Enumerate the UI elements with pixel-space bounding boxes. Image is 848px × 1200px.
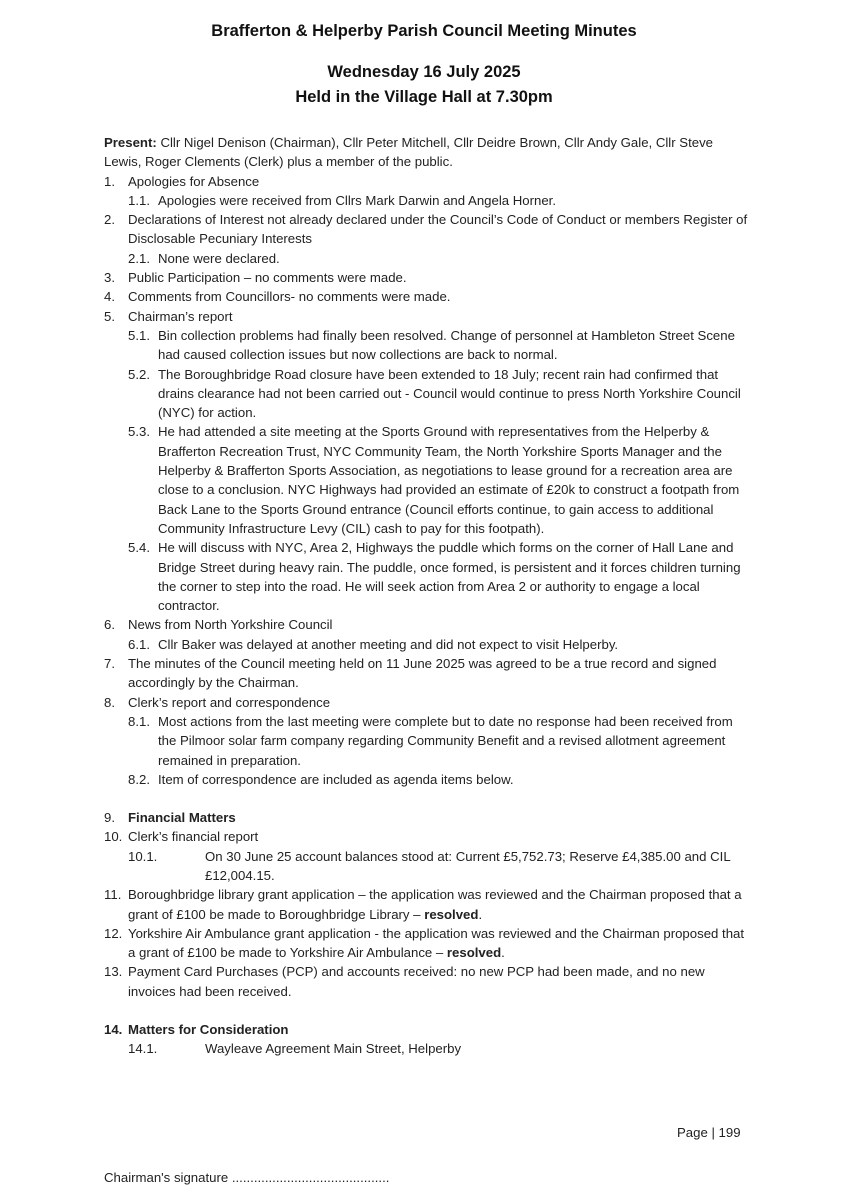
minute-item-11: 11. Boroughbridge library grant application – the application was reviewed and the Chairman proposed that a grant of £100 be made to Boroughbridge Library – resolved. [104, 887, 742, 922]
minute-item-8: 8. Clerk’s report and correspondence [104, 694, 331, 710]
minute-item-13: 13. Payment Card Purchases (PCP) and accounts received: no new PCP had been made, and no new invoices had been received. [104, 964, 705, 999]
minute-subitem-14-1: 14.1. Wayleave Agreement Main Street, Helperby [128, 1041, 462, 1057]
minute-item-6: 6. News from North Yorkshire Council [104, 617, 333, 633]
spacer [104, 1001, 754, 1020]
meeting-location: Held in the Village Hall at 7.30pm [295, 88, 553, 106]
minute-item-9: 9. Financial Matters [104, 810, 236, 826]
minute-subitem-6-1: 6.1. Cllr Baker was delayed at another meeting and did not expect to visit Helperby. [128, 636, 619, 652]
minute-subitem-5-3: 5.3. He had attended a site meeting at the Sports Ground with representatives from the Helperby & Brafferton Recreation Trust, NYC Community Team, the North Yorkshire Sports Manager and the Helperby & Brafferton Sports Association, as negotiations to lease ground for a recreation area are close to a conclusion. NYC Highways had provided an estimate of £20k to construct a footpath from Back Lane to the Sports Ground entrance (Council efforts continue, to gain access to additional Community Infrastructure Levy (CIL) cash to pay for this footpath). [128, 424, 740, 536]
minute-item-2: 2. Declarations of Interest not already declared under the Council’s Code of Conduct or members Register of Disclosable Pecuniary Interests [104, 212, 748, 247]
minute-subitem-8-2: 8.2. Item of correspondence are included as agenda items below. [128, 771, 514, 787]
minute-item-1: 1. Apologies for Absence [104, 173, 260, 189]
minute-subitem-10-1: 10.1. On 30 June 25 account balances stood at: Current £5,752.73; Reserve £4,385.00 and CIL £12,004.15. [128, 848, 731, 883]
minute-item-14: 14. Matters for Consideration [104, 1022, 289, 1038]
minute-item-5: 5. Chairman’s report [104, 308, 233, 324]
minute-subitem-2-1: 2.1. None were declared. [128, 250, 280, 266]
minute-subitem-5-2: 5.2. The Boroughbridge Road closure have been extended to 18 July; recent rain had confirmed that drains clearance had not been carried out - Council would continue to press North Yorkshire Council (NYC) for action. [128, 366, 741, 421]
resolved-label: resolved [446, 945, 502, 961]
minute-subitem-5-4: 5.4. He will discuss with NYC, Area 2, Highways the puddle which forms on the corner of Hall Lane and Bridge Street during heavy rain. The puddle, once formed, is persistent and it forces children turning the corner to step into the road. He will seek action from Area 2 or authority to engage a local contractor. [128, 540, 741, 614]
chairman-signature-line: Chairman's signature ........................................... [104, 1170, 390, 1185]
present-text: Cllr Nigel Denison (Chairman), Cllr Peter Mitchell, Cllr Deidre Brown, Cllr Andy Gale, Cllr Steve Lewis, Roger Clements (Clerk) plus a member of the public. [104, 135, 714, 170]
page-number: Page | 199 [677, 1125, 741, 1140]
present-label: Present: [104, 135, 157, 150]
meeting-date: Wednesday 16 July 2025 [327, 63, 521, 81]
minute-subitem-8-1: 8.1. Most actions from the last meeting were complete but to date no response had been received from the Pilmoor solar farm company regarding Community Benefit and a revised allotment agreement remained in preparation. [128, 713, 733, 768]
minute-item-7: 7. The minutes of the Council meeting held on 11 June 2025 was agreed to be a true record and signed accordingly by the Chairman. [104, 656, 717, 691]
present-paragraph [104, 133, 754, 172]
minute-subitem-1-1: 1.1. Apologies were received from Cllrs Mark Darwin and Angela Horner. [128, 192, 556, 208]
minute-subitem-5-1: 5.1. Bin collection problems had finally been resolved. Change of personnel at Hambleton Street Scene had caused collection issues but now collections are back to normal. [128, 327, 735, 363]
minute-item-12: 12. Yorkshire Air Ambulance grant application - the application was reviewed and the Chairman proposed that a grant of £100 be made to Yorkshire Air Ambulance – resolved. [104, 925, 745, 961]
minute-item-4: 4. Comments from Councillors- no comments were made. [104, 289, 451, 305]
document-title: Brafferton & Helperby Parish Council Meeting Minutes [211, 22, 637, 40]
resolved-label: resolved [424, 906, 479, 922]
minutes-body [104, 133, 754, 1059]
minute-item-10: 10. Clerk’s financial report [104, 829, 259, 845]
minute-item-3: 3. Public Participation – no comments were made. [104, 270, 407, 286]
spacer [104, 789, 754, 808]
